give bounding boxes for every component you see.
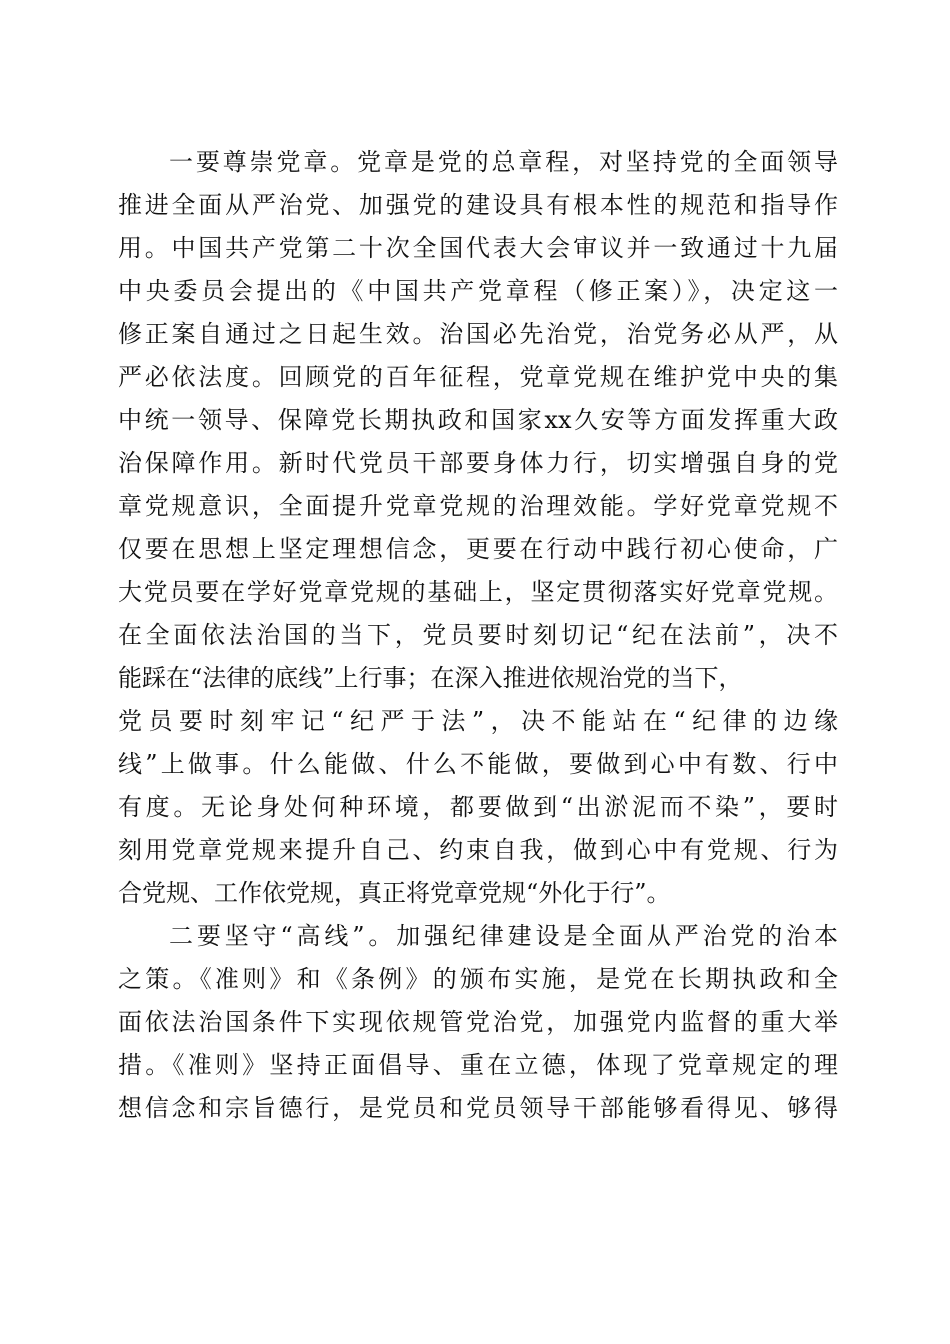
paragraph-line: 治保障作用。新时代党员干部要身体力行，切实增强自身的党 xyxy=(118,449,838,477)
paragraph-line: 中统一领导、保障党长期执政和国家xx久安等方面发挥重大政 xyxy=(118,406,838,434)
paragraph-line: 大党员要在学好党章党规的基础上，坚定贯彻落实好党章党规。 xyxy=(118,578,838,606)
paragraph-line: 用。中国共产党第二十次全国代表大会审议并一致通过十九届 xyxy=(118,234,838,262)
paragraph-line: 线”上做事。什么能做、什么不能做，要做到心中有数、行中 xyxy=(118,750,838,778)
paragraph-line: 合党规、工作依党规，真正将党章党规“外化于行”。 xyxy=(118,879,671,907)
paragraph-line: 刻用党章党规来提升自己、约束自我，做到心中有党规、行为 xyxy=(118,836,838,864)
paragraph-2 xyxy=(118,915,838,1130)
document-body xyxy=(118,141,838,1130)
paragraph-line: 党员要时刻牢记“纪严于法”，决不能站在“纪律的边缘 xyxy=(118,707,838,735)
paragraph-line: 面依法治国条件下实现依规管党治党，加强党内监督的重大举 xyxy=(118,1008,838,1036)
paragraph-line: 在全面依法治国的当下，党员要时刻切记“纪在法前”，决不 xyxy=(118,621,838,649)
paragraph-line: 章党规意识，全面提升党章党规的治理效能。学好党章党规不 xyxy=(118,492,838,520)
paragraph-1 xyxy=(118,141,838,915)
paragraph-line: 措。《准则》坚持正面倡导、重在立德，体现了党章规定的理 xyxy=(118,1051,838,1079)
paragraph-line: 仅要在思想上坚定理想信念，更要在行动中践行初心使命，广 xyxy=(118,535,838,563)
paragraph-line: 之策。《准则》和《条例》的颁布实施，是党在长期执政和全 xyxy=(118,965,838,993)
paragraph-line: 二要坚守“高线”。加强纪律建设是全面从严治党的治本 xyxy=(169,922,838,950)
paragraph-line: 推进全面从严治党、加强党的建设具有根本性的规范和指导作 xyxy=(118,191,838,219)
paragraph-line: 一要尊崇党章。党章是党的总章程，对坚持党的全面领导 xyxy=(169,148,838,176)
paragraph-line: 严必依法度。回顾党的百年征程，党章党规在维护党中央的集 xyxy=(118,363,838,391)
paragraph-line: 有度。无论身处何种环境，都要做到“出淤泥而不染”，要时 xyxy=(118,793,838,821)
paragraph-line: 能踩在“法律的底线”上行事；在深入推进依规治党的当下， xyxy=(118,664,743,692)
paragraph-line: 想信念和宗旨德行，是党员和党员领导干部能够看得见、够得 xyxy=(118,1094,838,1122)
paragraph-line: 中央委员会提出的《中国共产党章程（修正案）》，决定这一 xyxy=(118,277,838,305)
paragraph-line: 修正案自通过之日起生效。治国必先治党，治党务必从严，从 xyxy=(118,320,838,348)
